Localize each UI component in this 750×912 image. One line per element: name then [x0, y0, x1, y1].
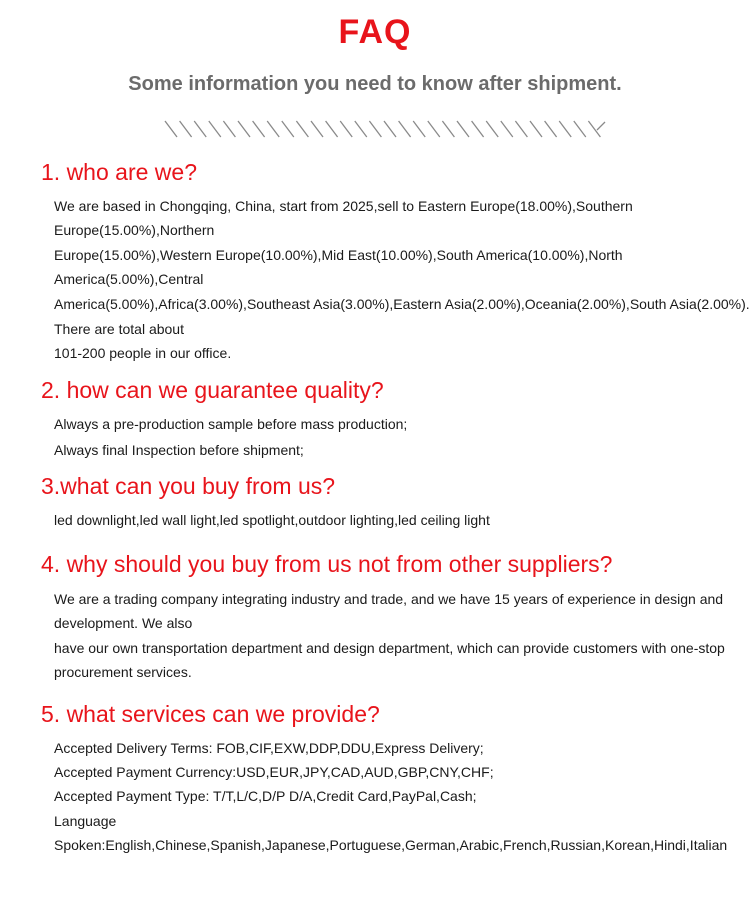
faq-answer-1-line-5: America(5.00%),Africa(3.00%),Southeast Asia(3.00%),Eastern Asia(2.00%),Oceania(2.00%),South Asia(2.00%).: [54, 296, 750, 312]
faq-answer-5-line-4: Language: [54, 813, 117, 829]
faq-answer-1-line-7: 101-200 people in our office.: [54, 345, 232, 361]
faq-answer-5-line-3: Accepted Payment Type: T/T,L/C,D/P D/A,Credit Card,PayPal,Cash;: [54, 788, 477, 804]
faq-answer-5-line-1: Accepted Delivery Terms: FOB,CIF,EXW,DDP,DDU,Express Delivery;: [54, 740, 484, 756]
faq-question-2: 2. how can we guarantee quality?: [41, 377, 384, 403]
faq-answer-3-line-1: led downlight,led wall light,led spotlight,outdoor lighting,led ceiling light: [54, 512, 490, 528]
faq-answer-5-line-2: Accepted Payment Currency:USD,EUR,JPY,CAD,AUD,GBP,CNY,CHF;: [54, 764, 494, 780]
faq-answer-1-line-6: There are total about: [54, 321, 184, 337]
faq-answer-4-line-2: development. We also: [54, 615, 193, 631]
page-subtitle: Some information you need to know after shipment.: [128, 73, 622, 95]
faq-question-3: 3.what can you buy from us?: [41, 473, 336, 499]
faq-answer-2-line-2: Always final Inspection before shipment;: [54, 442, 304, 458]
faq-question-5: 5. what services can we provide?: [41, 701, 380, 727]
faq-answer-2-line-1: Always a pre-production sample before mass production;: [54, 416, 408, 432]
faq-answer-1-line-4: America(5.00%),Central: [54, 271, 204, 287]
decorative-slash-divider: [163, 118, 607, 140]
faq-answer-1-line-2: Europe(15.00%),Northern: [54, 222, 215, 238]
faq-answer-5-line-5: Spoken:English,Chinese,Spanish,Japanese,Portuguese,German,Arabic,French,Russian,Korean,Hindi,Italian: [54, 837, 728, 853]
page-title: FAQ: [338, 13, 412, 51]
faq-answer-1-line-3: Europe(15.00%),Western Europe(10.00%),Mid East(10.00%),South America(10.00%),North: [54, 247, 623, 263]
faq-question-1: 1. who are we?: [41, 159, 197, 185]
faq-answer-4-line-3: have our own transportation department and design department, which can provide customers with one-stop: [54, 640, 725, 656]
faq-question-4: 4. why should you buy from us not from other suppliers?: [41, 551, 613, 577]
faq-answer-4-line-1: We are a trading company integrating industry and trade, and we have 15 years of experience in design and: [54, 591, 724, 607]
faq-answer-4-line-4: procurement services.: [54, 664, 192, 680]
faq-answer-1-line-1: We are based in Chongqing, China, start from 2025,sell to Eastern Europe(18.00%),Southern: [54, 198, 633, 214]
